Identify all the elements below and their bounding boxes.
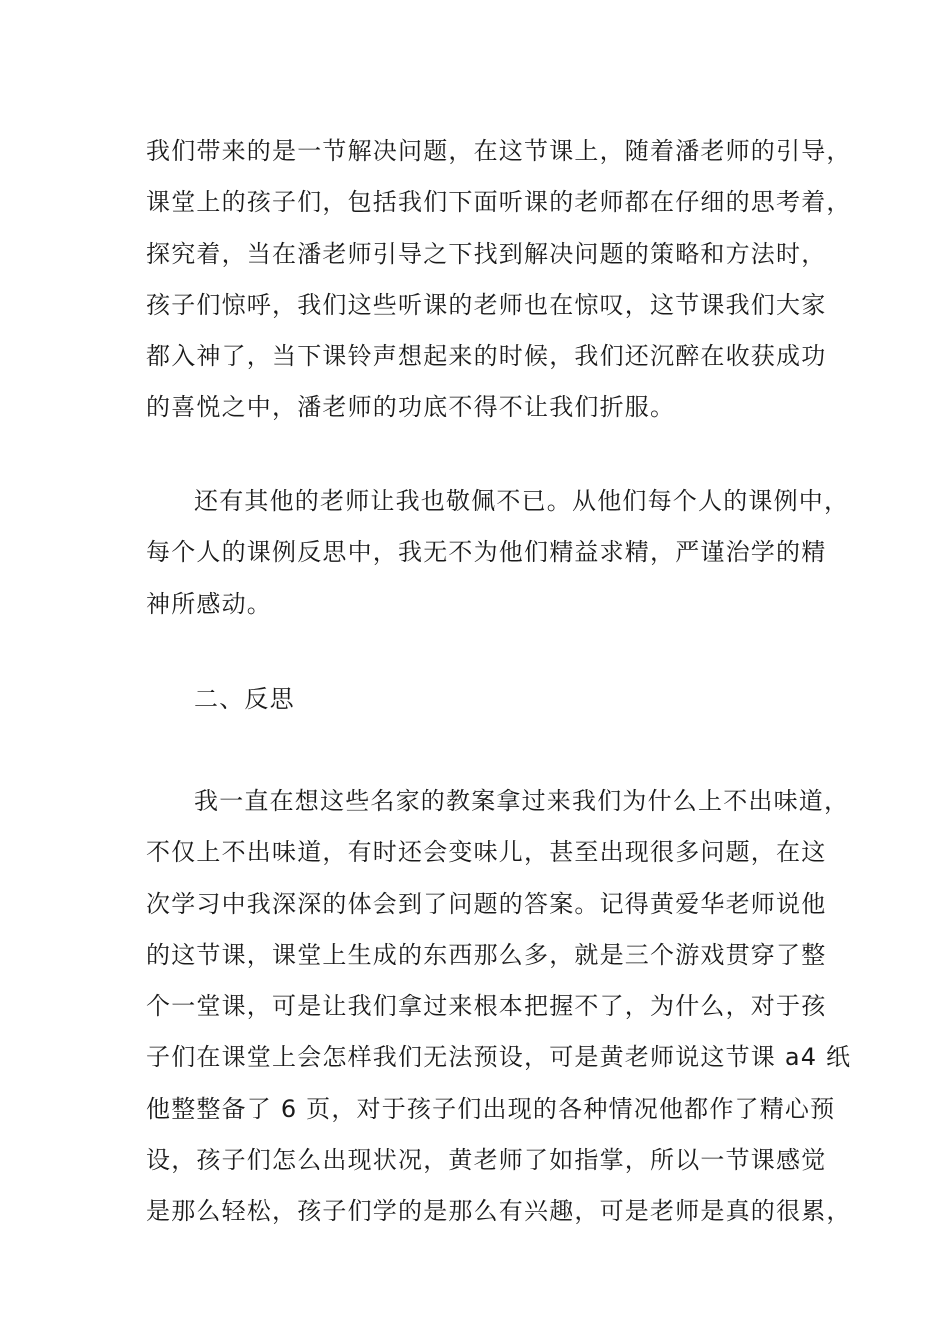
- paragraph-pan-teacher-lesson: [146, 126, 852, 434]
- text-line: 不仅上不出味道，有时还会变味儿，甚至出现很多问题，在这: [146, 838, 827, 867]
- text-line: 探究着，当在潘老师引导之下找到解决问题的策略和方法时，: [146, 239, 827, 268]
- text-line: 的这节课，课堂上生成的东西那么多，就是三个游戏贯穿了整: [146, 940, 827, 969]
- text-line: 我一直在想这些名家的教案拿过来我们为什么上不出味道，: [194, 787, 850, 815]
- section-heading: 二、反思: [194, 685, 295, 713]
- text-line: 次学习中我深深的体会到了问题的答案。记得黄爱华老师说他: [146, 889, 827, 918]
- section-heading-reflection: [146, 674, 836, 725]
- text-line: 我们带来的是一节解决问题，在这节课上，随着潘老师的引导，: [146, 137, 852, 165]
- text-line: 都入神了，当下课铃声想起来的时候，我们还沉醉在收获成功: [146, 342, 827, 371]
- text-line: 是那么轻松，孩子们学的是那么有兴趣，可是老师是真的很累，: [146, 1197, 852, 1226]
- text-line: 还有其他的老师让我也敬佩不已。从他们每个人的课例中，: [194, 487, 850, 515]
- text-line: 孩子们惊呼，我们这些听课的老师也在惊叹，这节课我们大家: [146, 290, 827, 319]
- paragraph-other-teachers: [146, 476, 850, 630]
- text-line: 子们在课堂上会怎样我们无法预设，可是黄老师说这节课 a4 纸: [146, 1043, 852, 1072]
- text-line: 神所感动。: [146, 589, 272, 618]
- text-line: 设，孩子们怎么出现状况，黄老师了如指掌，所以一节课感觉: [146, 1146, 827, 1175]
- text-line: 的喜悦之中，潘老师的功底不得不让我们折服。: [146, 393, 676, 422]
- text-line: 个一堂课，可是让我们拿过来根本把握不了，为什么，对于孩: [146, 992, 827, 1021]
- text-line: 他整整备了 6 页，对于孩子们出现的各种情况他都作了精心预: [146, 1094, 836, 1123]
- text-line: 每个人的课例反思中，我无不为他们精益求精，严谨治学的精: [146, 538, 827, 567]
- paragraph-reflection-body: [146, 776, 852, 1238]
- text-line: 课堂上的孩子们，包括我们下面听课的老师都在仔细的思考着，: [146, 188, 852, 217]
